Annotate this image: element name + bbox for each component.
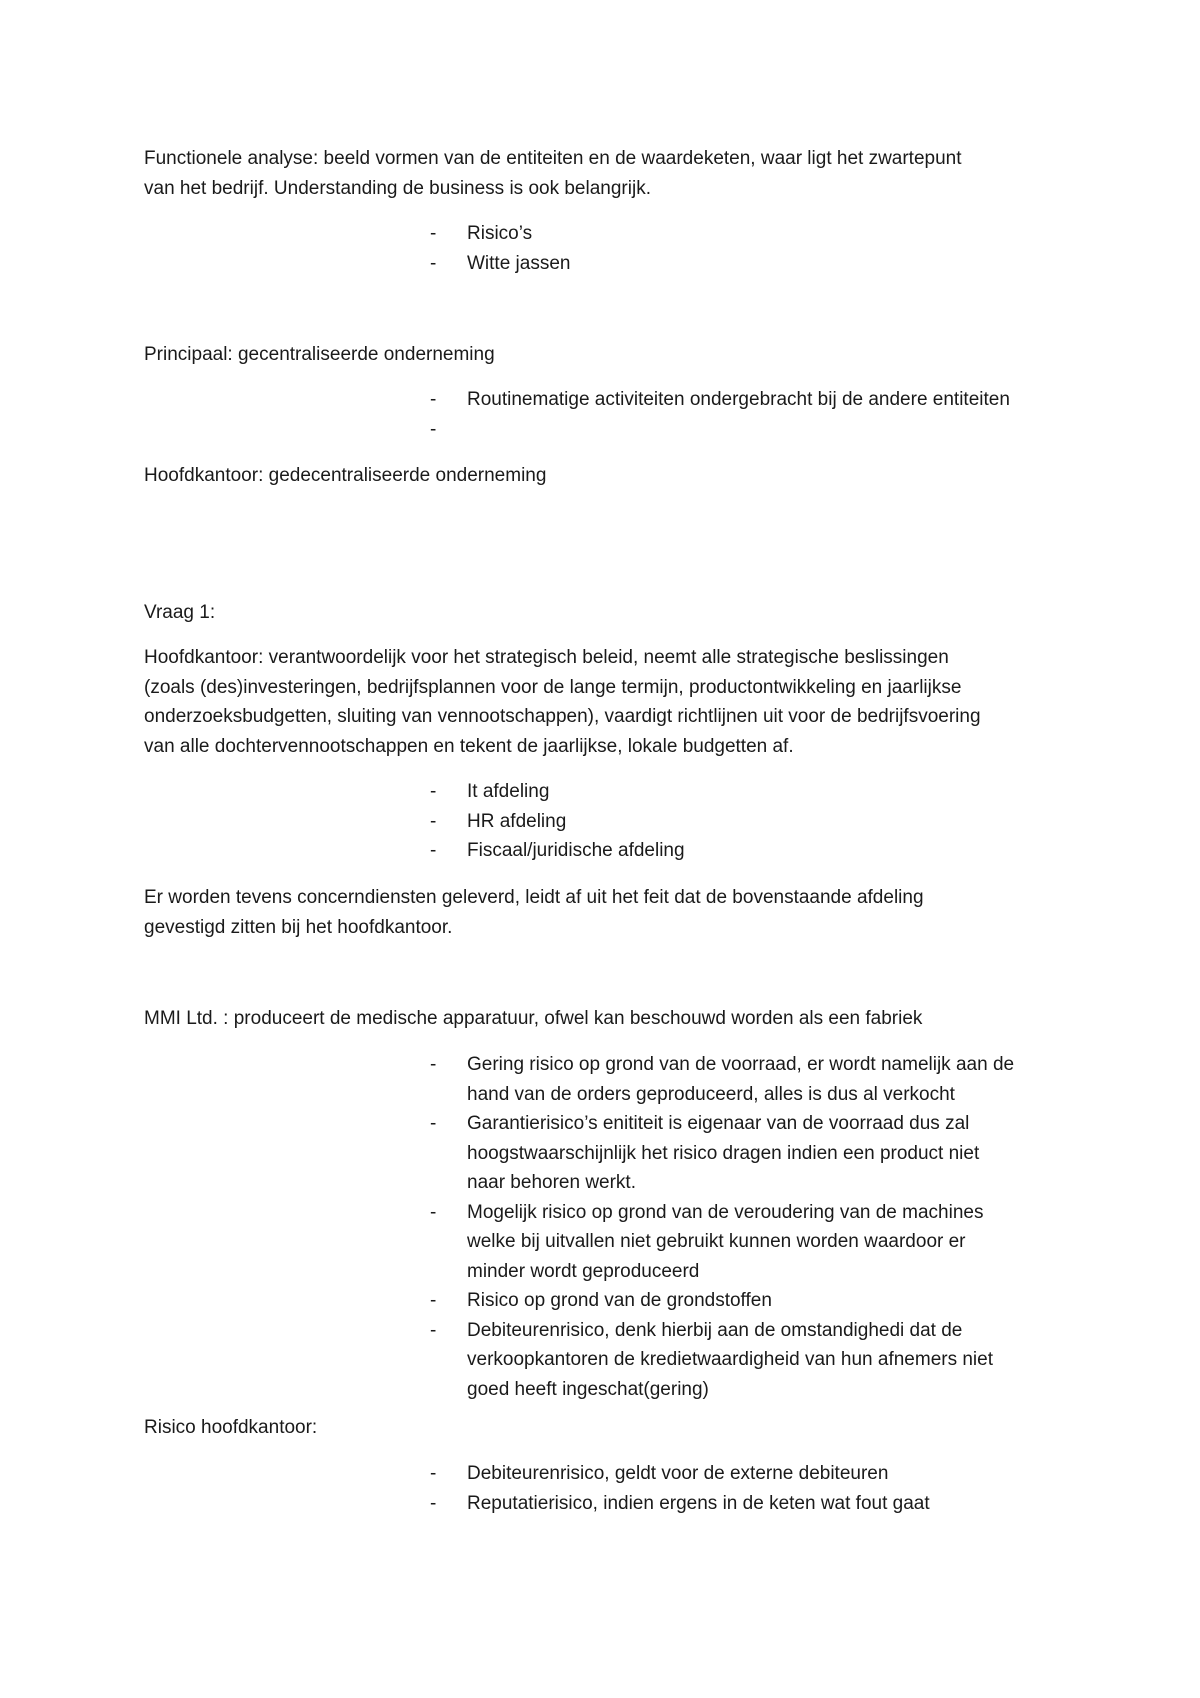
intro-line-2: van het bedrijf. Understanding de business is ook belangrijk. — [144, 177, 651, 199]
bullet-dash: - — [430, 810, 437, 832]
list-item — [0, 836, 1067, 866]
list-item — [0, 1316, 1067, 1405]
bullet-dash: - — [430, 1113, 437, 1134]
list-hoofdkantoor-risks — [0, 1459, 1200, 1518]
bullet-dash: - — [430, 389, 437, 410]
list-item-text: Gering risico op grond van de voorraad, er wordt namelijk aan de — [467, 1054, 1015, 1075]
list-item — [0, 1050, 1067, 1109]
list-item-text: Mogelijk risico op grond van de veroudering van de machines — [467, 1201, 984, 1223]
list-item-text — [467, 415, 1067, 445]
bullet-dash: - — [430, 1054, 437, 1075]
list-item-text: welke bij uitvallen niet gebruikt kunnen worden waardoor er — [467, 1231, 966, 1252]
list-item-text: Risico’s — [467, 223, 533, 244]
list-item-text: Garantierisico’s enititeit is eigenaar van de voorraad dus zal — [467, 1113, 970, 1134]
concern-paragraph — [144, 883, 1074, 942]
list-item-text: hoogstwaarschijnlijk het risico dragen indien een product niet — [467, 1142, 980, 1164]
list-item-text: Routinematige activiteiten ondergebracht bij de andere entiteiten — [467, 389, 1010, 410]
bullet-dash: - — [430, 1290, 437, 1311]
list-item-text: goed heeft ingeschat(gering) — [467, 1378, 709, 1400]
list-departments — [0, 777, 1200, 866]
bullet-dash: - — [430, 1492, 437, 1514]
risico-hoofdkantoor-heading: Risico hoofdkantoor: — [144, 1417, 318, 1438]
list-item-text: Risico op grond van de grondstoffen — [467, 1290, 772, 1311]
list-item — [0, 219, 1067, 249]
hoofdkantoor-paragraph — [144, 643, 1074, 761]
list-item — [0, 1286, 1067, 1316]
paragraph-line: (zoals (des)investeringen, bedrijfsplannen voor de lange termijn, productontwikkeling en jaarlijkse — [144, 676, 962, 698]
paragraph-line: van alle dochtervennootschappen en tekent de jaarlijkse, lokale budgetten af. — [144, 735, 794, 757]
list-item — [0, 1459, 1067, 1489]
bullet-dash: - — [430, 781, 437, 802]
paragraph-line: Er worden tevens concerndiensten geleverd, leidt af uit het feit dat de bovenstaande afdeling — [144, 887, 924, 908]
list-item — [0, 415, 1067, 445]
paragraph-line: onderzoeksbudgetten, sluiting van vennootschappen), vaardigt richtlijnen uit voor de bedrijfsvoering — [144, 706, 981, 727]
list-item-text: minder wordt geproduceerd — [467, 1260, 700, 1282]
list-item-text: HR afdeling — [467, 810, 567, 832]
list-item-text: Reputatierisico, indien ergens in de keten wat fout gaat — [467, 1492, 930, 1514]
list-mmi-risks — [0, 1050, 1200, 1404]
vraag-heading: Vraag 1: — [144, 602, 216, 623]
hoofdkantoor-decentraal-heading: Hoofdkantoor: gedecentraliseerde onderneming — [144, 465, 547, 486]
bullet-dash: - — [430, 418, 437, 440]
list-item-text: Debiteurenrisico, denk hierbij aan de omstandighedi dat de — [467, 1319, 963, 1341]
list-item — [0, 1198, 1067, 1287]
intro-paragraph — [144, 144, 1074, 203]
intro-line-1: Functionele analyse: beeld vormen van de entiteiten en de waardeketen, waar ligt het zwartepunt — [144, 148, 962, 169]
paragraph-line: gevestigd zitten bij het hoofdkantoor. — [144, 916, 453, 938]
bullet-dash: - — [430, 1201, 437, 1223]
mmi-heading: MMI Ltd. : produceert de medische apparatuur, ofwel kan beschouwd worden als een fabriek — [144, 1008, 923, 1029]
list-item-text: verkoopkantoren de kredietwaardigheid van hun afnemers niet — [467, 1349, 993, 1370]
list-item-text: hand van de orders geproduceerd, alles is dus al verkocht — [467, 1083, 955, 1105]
bullet-dash: - — [430, 223, 437, 244]
list-item-text: naar behoren werkt. — [467, 1172, 636, 1193]
bullet-dash: - — [430, 252, 437, 274]
list-risks — [0, 219, 1200, 278]
list-item — [0, 249, 1067, 279]
bullet-dash: - — [430, 1463, 437, 1484]
list-item-text: Debiteurenrisico, geldt voor de externe debiteuren — [467, 1463, 889, 1484]
list-item-text: It afdeling — [467, 781, 550, 802]
list-item — [0, 1489, 1067, 1519]
list-item — [0, 385, 1067, 415]
bullet-dash: - — [430, 840, 437, 861]
list-item — [0, 777, 1067, 807]
principaal-heading: Principaal: gecentraliseerde onderneming — [144, 344, 495, 365]
list-item — [0, 807, 1067, 837]
paragraph-line: Hoofdkantoor: verantwoordelijk voor het strategisch beleid, neemt alle strategische beslissingen — [144, 647, 949, 668]
bullet-dash: - — [430, 1319, 437, 1341]
list-item-text: Fiscaal/juridische afdeling — [467, 840, 685, 861]
list-item — [0, 1109, 1067, 1198]
list-item-text: Witte jassen — [467, 252, 571, 274]
list-principaal — [0, 385, 1200, 444]
